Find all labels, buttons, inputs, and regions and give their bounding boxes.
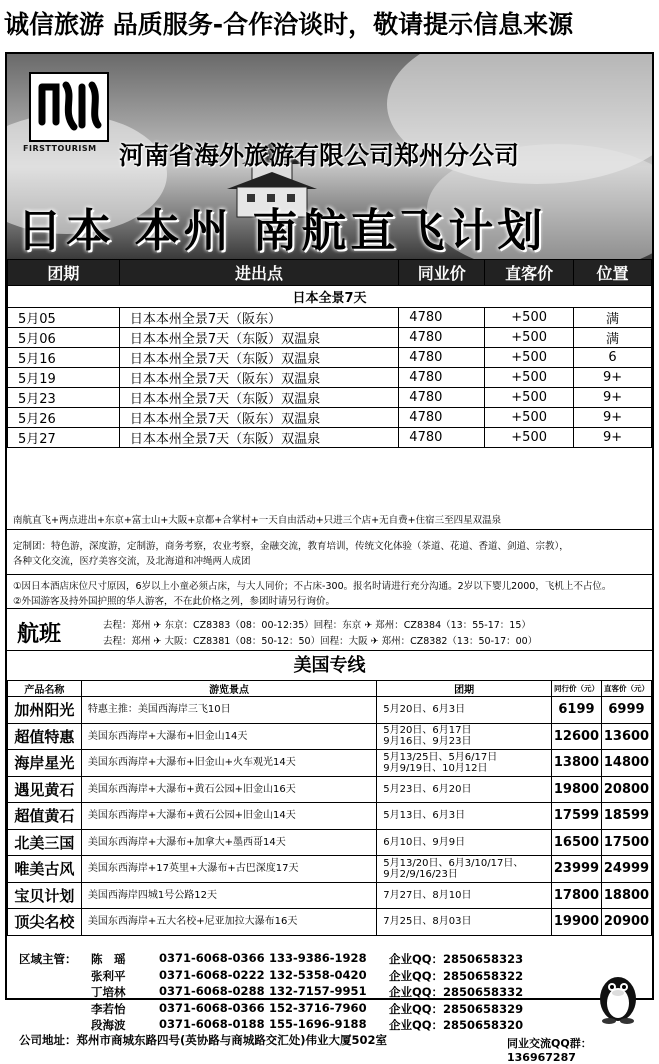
col-header: 产品名称 xyxy=(8,681,82,697)
product-name-cell: 遇见黄石 xyxy=(8,776,82,803)
table-row xyxy=(8,856,652,883)
retail-price-cell: 13600 xyxy=(601,723,651,750)
extra-cell: +500 xyxy=(485,348,574,368)
col-header: 位置 xyxy=(574,260,652,286)
extra-cell: +500 xyxy=(485,428,574,448)
seats-cell: 9+ xyxy=(574,388,652,408)
dates-cell: 5月13日、6月3日 xyxy=(377,803,552,830)
table-row xyxy=(8,408,652,428)
contact-tel: 0371-6068-0366 xyxy=(159,1000,265,1015)
contact-qq: 企业QQ：2850658329 xyxy=(389,1001,524,1016)
flyer-frame xyxy=(5,52,654,1064)
trade-price-cell: 17800 xyxy=(552,882,602,909)
contact-qq: 企业QQ：2850658332 xyxy=(389,985,524,999)
sights-cell: 美国东西海岸+大瀑布+加拿大+墨西哥14天 xyxy=(81,829,376,856)
custom-tour-note xyxy=(7,531,652,575)
col-header: 直客价 xyxy=(485,260,574,286)
policy-note xyxy=(7,576,652,609)
dates-cell: 7月25日、8月03日 xyxy=(377,909,552,936)
product-name-cell: 超值特惠 xyxy=(8,723,82,750)
contact-mobile: 133-9386-1928 xyxy=(269,951,367,965)
route-cell: 日本本州全景7天（东阪）双温泉 xyxy=(119,328,398,348)
dates-cell: 5月13/20日、6月3/10/17日、 9月2/9/16/23日 xyxy=(377,856,552,883)
contact-tel: 0371-6068-0288 xyxy=(159,984,265,998)
banner xyxy=(7,54,652,259)
sights-cell: 美国东西海岸+大瀑布+黄石公园+旧金山14天 xyxy=(81,803,376,830)
date-cell: 5月26 xyxy=(8,408,120,428)
us-section-title: 美国专线 xyxy=(293,655,366,676)
table-row xyxy=(8,328,652,348)
table-row xyxy=(8,388,652,408)
price-cell: 4780 xyxy=(399,328,485,348)
seats-cell: 9+ xyxy=(574,408,652,428)
sights-cell: 美国东西海岸+大瀑布+旧金山14天 xyxy=(81,723,376,750)
japan-tour-table xyxy=(7,259,652,448)
trade-price-cell: 16500 xyxy=(552,829,602,856)
contact-qq: 企业QQ：2850658320 xyxy=(389,1018,524,1032)
date-cell: 5月27 xyxy=(8,428,120,448)
contact-row xyxy=(7,951,607,968)
seats-cell: 满 xyxy=(574,328,652,348)
contact-row xyxy=(7,968,607,985)
date-cell: 5月19 xyxy=(8,368,120,388)
col-header: 直客价（元） xyxy=(601,681,651,697)
retail-price-cell: 18800 xyxy=(601,882,651,909)
custom-line-1: 定制团：特色游，深度游，定制游，商务考察，农业考察，金融交流，教育培训，传统文化体验（茶道、花道、香道、剑道、宗教）， xyxy=(13,541,569,552)
flight-label: 航班 xyxy=(17,622,62,647)
logo-subtext: FIRSTTOURISM xyxy=(23,144,97,153)
table-row xyxy=(8,882,652,909)
contact-mobile: 155-1696-9188 xyxy=(269,1017,367,1031)
seats-cell: 6 xyxy=(574,348,652,368)
trade-price-cell: 6199 xyxy=(552,697,602,724)
company-name: 河南省海外旅游有限公司郑州分公司 xyxy=(119,141,520,170)
price-cell: 4780 xyxy=(399,308,485,328)
sights-cell: 美国东西海岸+大瀑布+旧金山+火车观光14天 xyxy=(81,750,376,777)
top-slogan: 诚信旅游 品质服务-合作洽谈时，敬请提示信息来源 xyxy=(4,10,574,39)
contact-name: 丁培林 xyxy=(91,985,126,999)
policy-line-1: ①因日本酒店床位尺寸原因，6岁以上小童必须占床，与大人同价；不占床-300。报名时请进行充分沟通。2岁以下婴儿2000，飞机上不占位。 xyxy=(13,581,612,592)
col-header: 同业价 xyxy=(399,260,485,286)
qq-group: 同业交流QQ群：136967287 xyxy=(507,1035,652,1064)
table-row xyxy=(8,909,652,936)
contact-name: 陈 瑶 xyxy=(91,952,126,966)
contact-section xyxy=(7,947,652,1064)
seats-cell: 9+ xyxy=(574,368,652,388)
date-cell: 5月16 xyxy=(8,348,120,368)
sights-cell: 美国东西海岸+17英里+大瀑布+古巴深度17天 xyxy=(81,856,376,883)
product-name-cell: 宝贝计划 xyxy=(8,882,82,909)
seats-cell: 9+ xyxy=(574,428,652,448)
retail-price-cell: 18599 xyxy=(601,803,651,830)
contact-name: 张利平 xyxy=(91,968,126,983)
extra-cell: +500 xyxy=(485,408,574,428)
policy-line-2: ②外国游客及持外国护照的华人游客，不在此价格之列，参团时请另行询价。 xyxy=(13,596,336,607)
retail-price-cell: 20900 xyxy=(601,909,651,936)
dates-cell: 5月23日、6月20日 xyxy=(377,776,552,803)
trade-price-cell: 19900 xyxy=(552,909,602,936)
company-logo xyxy=(29,72,109,142)
retail-price-cell: 24999 xyxy=(601,856,651,883)
product-name-cell: 加州阳光 xyxy=(8,697,82,724)
table-row xyxy=(8,723,652,750)
contact-row xyxy=(7,1001,607,1018)
route-cell: 日本本州全景7天（阪东）双温泉 xyxy=(119,408,398,428)
trade-price-cell: 13800 xyxy=(552,750,602,777)
price-cell: 4780 xyxy=(399,388,485,408)
date-cell: 5月23 xyxy=(8,388,120,408)
table-row xyxy=(8,428,652,448)
custom-line-2: 各种文化交流，医疗美容交流，及北海道和冲绳两人成团 xyxy=(13,556,251,567)
col-header: 游览景点 xyxy=(81,681,376,697)
col-header: 团期 xyxy=(377,681,552,697)
date-cell: 5月06 xyxy=(8,328,120,348)
route-cell: 日本本州全景7天（东阪）双温泉 xyxy=(119,388,398,408)
extra-cell: +500 xyxy=(485,328,574,348)
section-title: 日本全景7天 xyxy=(8,286,652,308)
sights-cell: 美国东西海岸+五大名校+尼亚加拉大瀑布16天 xyxy=(81,909,376,936)
table-row xyxy=(8,803,652,830)
price-cell: 4780 xyxy=(399,348,485,368)
table-row xyxy=(8,750,652,777)
sights-cell: 特惠主推：美国西海岸三飞10日 xyxy=(81,697,376,724)
contact-mobile: 152-3716-7960 xyxy=(269,1000,367,1015)
table-row xyxy=(8,697,652,724)
col-header: 同行价（元） xyxy=(552,681,602,697)
contact-name: 李若怡 xyxy=(91,1001,126,1016)
product-name-cell: 超值黄石 xyxy=(8,803,82,830)
dates-cell: 6月10日、9月9日 xyxy=(377,829,552,856)
route-cell: 日本本州全景7天（东阪）双温泉 xyxy=(119,428,398,448)
route-cell: 日本本州全景7天（东阪）双温泉 xyxy=(119,348,398,368)
table-row xyxy=(8,368,652,388)
seats-cell: 满 xyxy=(574,308,652,328)
retail-price-cell: 6999 xyxy=(601,697,651,724)
price-cell: 4780 xyxy=(399,368,485,388)
table-row xyxy=(8,308,652,328)
table-row xyxy=(8,829,652,856)
dates-cell: 5月20日、6月3日 xyxy=(377,697,552,724)
col-header: 团期 xyxy=(8,260,120,286)
table-row xyxy=(8,776,652,803)
contact-mobile: 132-5358-0420 xyxy=(269,967,367,982)
company-address: 公司地址：郑州市商城东路四号(英协路与商城路交汇处)伟业大厦502室 xyxy=(19,1033,388,1047)
dates-cell: 7月27日、8月10日 xyxy=(377,882,552,909)
trade-price-cell: 17599 xyxy=(552,803,602,830)
price-cell: 4780 xyxy=(399,428,485,448)
flight-line-2: 去程：郑州 ✈ 大阪：CZ8381（08：50-12：50）回程：大阪 ✈ 郑州：CZ8382（13：50-17：00） xyxy=(103,636,538,647)
dates-cell: 5月20日、6月17日 9月16日、9月23日 xyxy=(377,723,552,750)
trade-price-cell: 12600 xyxy=(552,723,602,750)
page-title: 日本 本州 南航直飞计划 xyxy=(17,204,547,257)
contact-name: 段海波 xyxy=(91,1018,126,1032)
price-cell: 4780 xyxy=(399,408,485,428)
extra-cell: +500 xyxy=(485,368,574,388)
contact-mobile: 132-7157-9951 xyxy=(269,984,367,998)
us-tour-table xyxy=(7,680,652,936)
flight-line-1: 去程：郑州 ✈ 东京：CZ8383（08：00-12:35）回程：东京 ✈ 郑州：CZ8384（13：55-17：15） xyxy=(103,620,531,631)
route-cell: 日本本州全景7天（阪东）双温泉 xyxy=(119,368,398,388)
product-name-cell: 北美三国 xyxy=(8,829,82,856)
contact-row xyxy=(7,984,607,1001)
flight-info xyxy=(7,609,652,651)
col-header: 进出点 xyxy=(119,260,398,286)
retail-price-cell: 17500 xyxy=(601,829,651,856)
dates-cell: 5月13/25日、5月6/17日 9月9/19日、10月12日 xyxy=(377,750,552,777)
product-name-cell: 顶尖名校 xyxy=(8,909,82,936)
retail-price-cell: 20800 xyxy=(601,776,651,803)
extra-cell: +500 xyxy=(485,388,574,408)
table-row xyxy=(8,348,652,368)
contact-tel: 0371-6068-0366 xyxy=(159,951,265,965)
extra-cell: +500 xyxy=(485,308,574,328)
retail-price-cell: 14800 xyxy=(601,750,651,777)
route-cell: 日本本州全景7天（阪东） xyxy=(119,308,398,328)
product-name-cell: 海岸星光 xyxy=(8,750,82,777)
features-note: 南航直飞+两点进出+东京+富士山+大阪+京都+合掌村+一天自由活动+只进三个店+无自费+住宿三至四星双温泉 xyxy=(7,510,652,530)
qq-penguin-icon xyxy=(593,965,643,1025)
contact-qq: 企业QQ：2850658322 xyxy=(389,968,524,983)
trade-price-cell: 23999 xyxy=(552,856,602,883)
date-cell: 5月05 xyxy=(8,308,120,328)
sights-cell: 美国西海岸四城1号公路12天 xyxy=(81,882,376,909)
contact-qq: 企业QQ：2850658323 xyxy=(389,952,524,966)
product-name-cell: 唯美古风 xyxy=(8,856,82,883)
contacts-label: 区域主管： xyxy=(19,952,77,966)
trade-price-cell: 19800 xyxy=(552,776,602,803)
contact-tel: 0371-6068-0222 xyxy=(159,967,265,982)
sights-cell: 美国东西海岸+大瀑布+黄石公园+旧金山16天 xyxy=(81,776,376,803)
contact-tel: 0371-6068-0188 xyxy=(159,1017,265,1031)
